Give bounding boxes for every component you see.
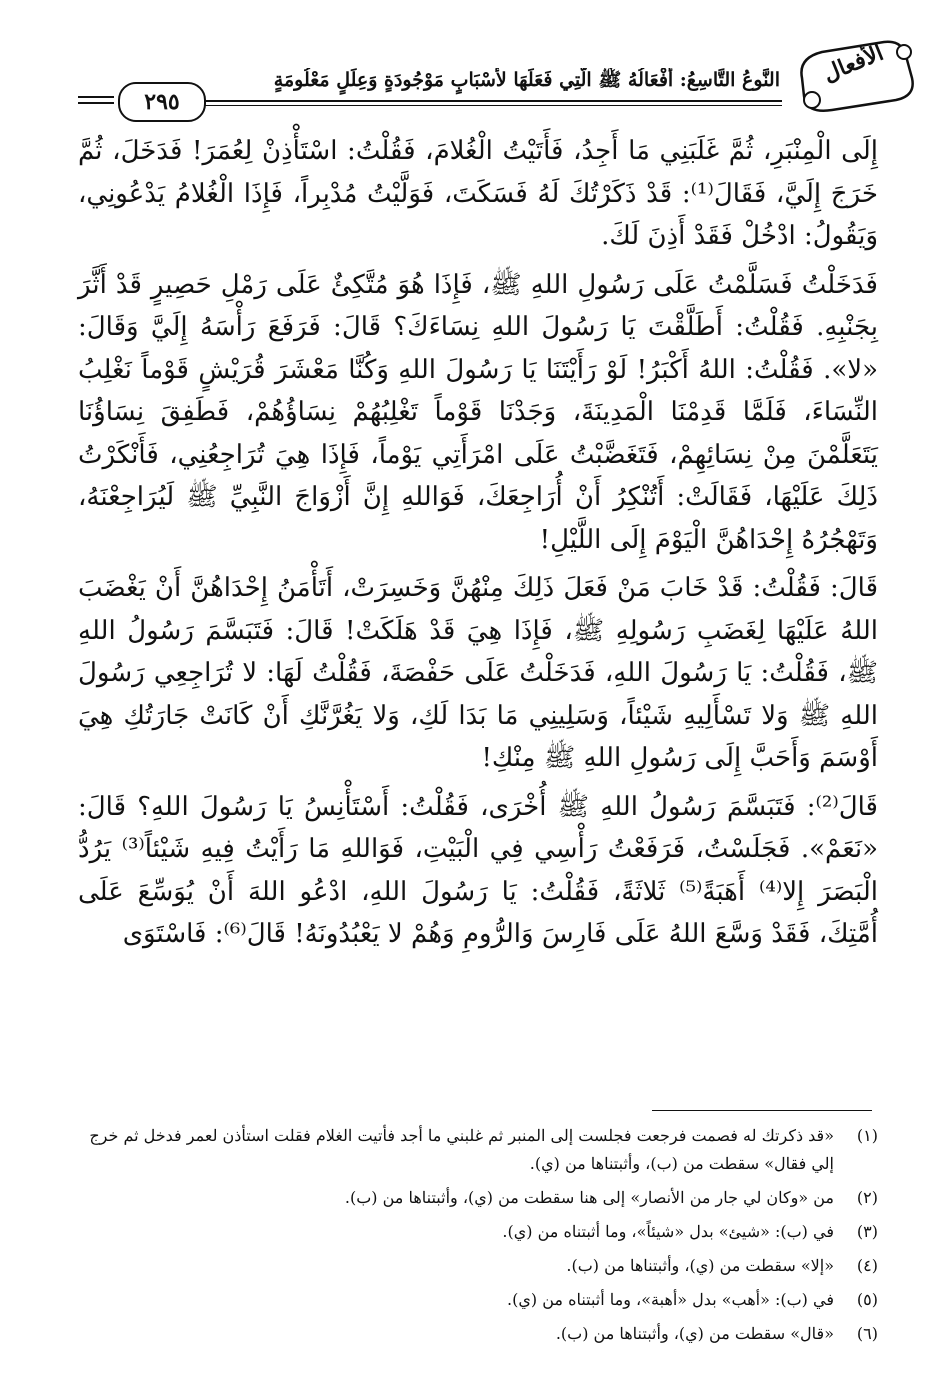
section-badge-label: الأفعال — [819, 39, 888, 88]
footnote-text: في (ب): «أهب» بدل «أهبة»، وما أثبتناه من (ي). — [507, 1290, 834, 1309]
running-title: النَّوعُ التَّاسِعُ: أَفْعَالُهُ ﷺ الَّتِي فَعَلَهَا لأَسْبَابٍ مَوْجُودَةٍ وَعِلَلٍ مَعْلُومَةٍ — [273, 69, 780, 91]
footnote-number: (٥) — [856, 1290, 878, 1309]
footnote-1 — [78, 1122, 878, 1178]
footnote-number: (٢) — [856, 1188, 878, 1207]
paragraph-1: إِلَى الْمِنْبَرِ، ثُمَّ غَلَبَنِي مَا أَجِدُ، فَأَتَيْتُ الْغُلامَ، فَقُلْتُ: اسْتَأْذِنْ لِعُمَرَ! فَدَخَلَ، ثُمَّ خَرَجَ إِلَيَّ، فَقَالَ⁽¹⁾: قَدْ ذَكَرْتُكَ لَهُ فَسَكَتَ، فَوَلَّيْتُ مُدْبِراً، فَإِذَا الْغُلامُ يَدْعُونِي، وَيَقُولُ: ادْخُلْ فَقَدْ أَذِنَ لَكَ. — [78, 136, 879, 251]
footnote-text: «قال» سقطت من (ي)، وأثبتناها من (ب). — [555, 1324, 834, 1343]
footnotes — [78, 1122, 878, 1354]
page-header — [70, 38, 900, 116]
footnote-5 — [78, 1286, 878, 1314]
paragraph-3: قَالَ: فَقُلْتُ: قَدْ خَابَ مَنْ فَعَلَ ذَلِكَ مِنْهُنَّ وَخَسِرَتْ، أَتَأْمَنُ إِحْدَاهُنَّ أَنْ يَغْضَبَ اللهُ عَلَيْهَا لِغَضَبِ رَسُولِهِ ﷺ، فَإِذَا هِيَ قَدْ هَلَكَتْ! قَالَ: فَتَبَسَّمَ رَسُولُ اللهِ ﷺ، فَقُلْتُ: يَا رَسُولَ اللهِ، فَدَخَلْتُ عَلَى حَفْصَةَ، فَقُلْتُ لَهَا: لا تُرَاجِعِي رَسُولَ اللهِ ﷺ وَلا تَسْأَلِيهِ شَيْئاً، وَسَلِينِي مَا بَدَا لَكِ، وَلا يَغُرَّنَّكِ أَنْ كَانَتْ جَارَتُكِ هِيَ أَوْسَمَ وَأَحَبَّ إِلَى رَسُولِ اللهِ ﷺ مِنْكِ! — [78, 573, 878, 773]
paragraph-4: قَالَ⁽²⁾: فَتَبَسَّمَ رَسُولُ اللهِ ﷺ أُخْرَى، فَقُلْتُ: أَسْتَأْنِسُ يَا رَسُولَ اللهِ؟ قَالَ: «نَعَمْ». فَجَلَسْتُ، فَرَفَعْتُ رَأْسِي فِي الْبَيْتِ، فَوَاللهِ مَا رَأَيْتُ فِيهِ شَيْئاً⁽³⁾ يَرُدُّ الْبَصَرَ إِلا⁽⁴⁾ أَهَبَةً⁽⁵⁾ ثَلاثَةً، فَقُلْتُ: يَا رَسُولَ اللهِ، ادْعُو اللهَ أَنْ يُوَسِّعَ عَلَى أُمَّتِكَ، فَقَدْ وَسَّعَ اللهُ عَلَى فَارِسَ وَالرُّومِ وَهُمْ لا يَعْبُدُونَهُ! قَالَ⁽⁶⁾: فَاسْتَوَى — [78, 791, 878, 949]
header-rule-thin — [198, 105, 782, 106]
footnote-number: (٣) — [856, 1222, 878, 1241]
footnote-2 — [78, 1184, 878, 1212]
paragraph-2: فَدَخَلْتُ فَسَلَّمْتُ عَلَى رَسُولِ اللهِ ﷺ، فَإِذَا هُوَ مُتَّكِئٌ عَلَى رَمْلِ حَصِيرٍ قَدْ أَثَّرَ بِجَنْبِهِ. فَقُلْتُ: أَطَلَّقْتَ يَا رَسُولَ اللهِ نِسَاءَكَ؟ قَالَ: فَرَفَعَ رَأْسَهُ إِلَيَّ وَقَالَ: «لا». فَقُلْتُ: اللهُ أَكْبَرُ! لَوْ رَأَيْتَنَا يَا رَسُولَ اللهِ وَكُنَّا مَعْشَرَ قُرَيْشٍ قَوْماً نَغْلِبُ النِّسَاءَ، فَلَمَّا قَدِمْنَا الْمَدِينَةَ، وَجَدْنَا قَوْماً تَغْلِبُهُمْ نِسَاؤُهُمْ، فَطَفِقَ نِسَاؤُنَا يَتَعَلَّمْنَ مِنْ نِسَائِهِمْ، فَتَغَضَّبْتُ عَلَى امْرَأَتِي يَوْماً، فَإِذَا هِيَ تُرَاجِعُنِي، فَأَنْكَرْتُ ذَلِكَ عَلَيْهَا، فَقَالَتْ: أَتُنْكِرُ أَنْ أُرَاجِعَكَ، فَوَاللهِ إِنَّ أَزْوَاجَ النَّبِيِّ ﷺ لَيُرَاجِعْنَهُ، وَتَهْجُرُهُ إِحْدَاهُنَّ الْيَوْمَ إِلَى اللَّيْلِ! — [78, 269, 878, 555]
footnote-6 — [78, 1320, 878, 1348]
footnote-separator — [652, 1110, 872, 1111]
footnote-text: «قد ذكرتك له فصمت فرجعت فجلست إلى المنبر ثم غلبني ما أجد فأتيت الغلام فقلت استأذن لعمر فدخل ثم خرج إلي فقال» سقطت من (ب)، وأثبتناها من (ي). — [89, 1126, 834, 1173]
section-badge — [792, 38, 920, 114]
header-left-lines — [78, 96, 114, 108]
footnote-text: «إلا» سقطت من (ي)، وأثبتناها من (ب). — [566, 1256, 834, 1275]
footnote-number: (١) — [856, 1126, 878, 1145]
footnote-text: من «وكان لي جار من الأنصار» إلى هنا سقطت من (ي)، وأثبتناها من (ب). — [344, 1188, 834, 1207]
footnote-number: (٦) — [856, 1324, 878, 1343]
footnote-3 — [78, 1218, 878, 1246]
page-number: ٢٩٥ — [118, 82, 206, 122]
footnote-text: في (ب): «شيئ» بدل «شيئاً»، وما أثبتناه من (ي). — [502, 1222, 834, 1241]
header-rule — [198, 100, 782, 102]
footnote-number: (٤) — [856, 1256, 878, 1275]
main-text — [78, 130, 878, 962]
footnote-4 — [78, 1252, 878, 1280]
